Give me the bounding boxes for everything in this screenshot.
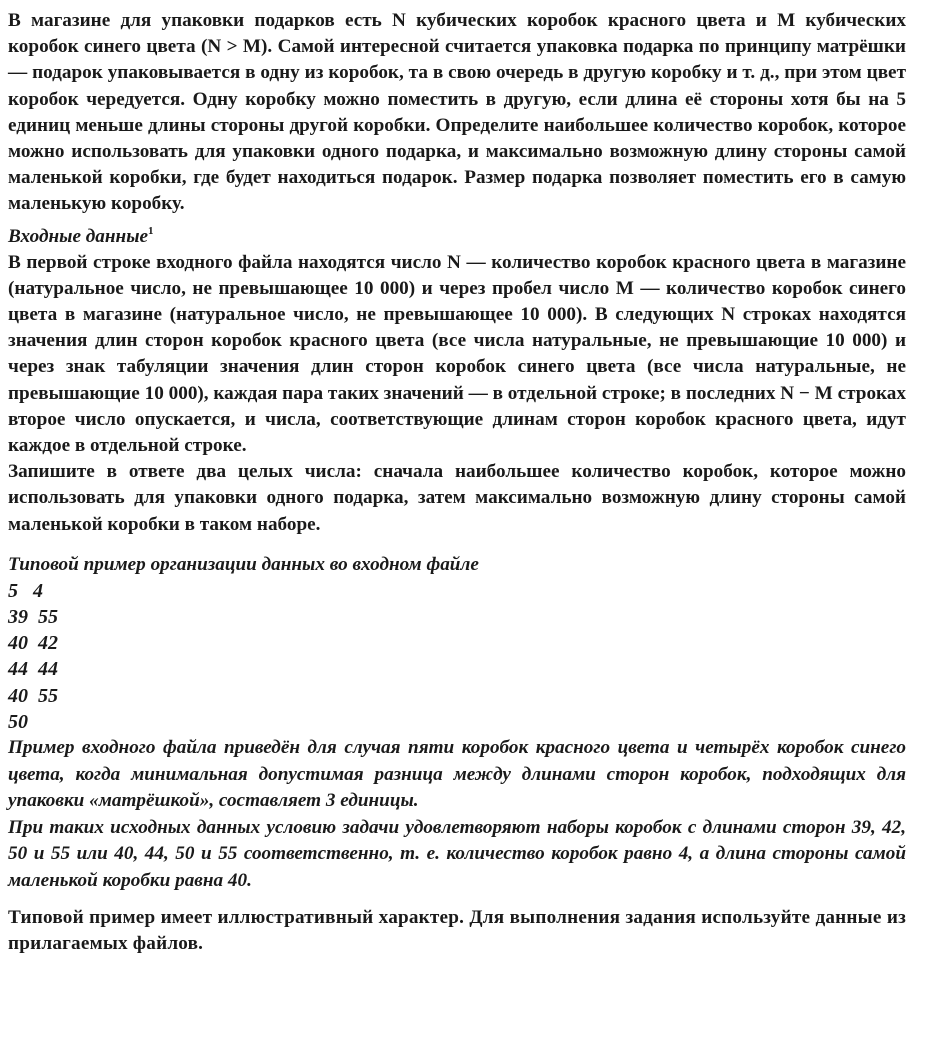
example-line: 5 4 (8, 579, 43, 602)
example-explanation-1: Пример входного файла приведён для случая пяти коробок красного цвета и четырёх коробок синего цвета, когда минимальная допустимая разница между длинами сторон коробок, подходящих для упаковки «матрёшкой», составляет 3 единицы. (8, 737, 906, 812)
footnote-mark: 1 (148, 224, 154, 237)
note-text: Типовой пример имеет иллюстративный характер. Для выполнения задания используйте данные из прилагаемых файлов. (8, 906, 906, 955)
example-line: 40 55 (8, 684, 58, 707)
task-intro: В магазине для упаковки подарков есть N кубических коробок красного цвета и M кубических коробок синего цвета (N > M). Самой интересной считается упаковка подарка по принципу матрёшки — подарок упаковывается в одну из коробок, та в свою очередь в другую коробку и т. д., при этом цвет коробок чередуется. Одну коробку можно поместить в другую, если длина её стороны хотя бы на 5 единиц меньше длины стороны другой коробки. Определите наибольшее количество коробок, которое можно использовать для упаковки одного подарка, и максимально возможную длину стороны самой маленькой коробки, где будет находиться подарок. Размер подарка позволяет поместить его в самую маленькую коробку. (8, 10, 906, 215)
input-description: В первой строке входного файла находятся число N — количество коробок красного цвета в магазине (натуральное число, не превышающее 10 000) и через пробел число M — количество коробок синего цвета в магазине (натуральное число, не превышающее 10 000). В следующих N строках находятся значения длин сторон коробок красного цвета (все числа натуральные, не превышающие 10 000) и через знак табуляции значения длин сторон коробок синего цвета (все числа натуральные, не превышающие 10 000), каждая пара таких значений — в отдельной строке; в последних N − M строках второе число опускается, и числа, соответствующие длинам сторон коробок красного цвета, идут каждое в отдельной строке. (8, 251, 906, 457)
example-line: 39 55 (8, 606, 58, 629)
input-heading-text: Входные данные (8, 225, 149, 247)
example-line: 40 42 (8, 632, 58, 655)
input-heading (8, 224, 906, 250)
example-line: 50 (8, 710, 28, 733)
answer-instruction: Запишите в ответе два целых числа: сначала наибольшее количество коробок, которое можно использовать для упаковки одного подарка, затем максимально возможную длину стороны самой маленькой коробки в таком наборе. (8, 461, 906, 535)
example-data-lines (8, 578, 906, 735)
example-line: 44 44 (8, 658, 58, 681)
example-explanation-2: При таких исходных данных условию задачи удовлетворяют наборы коробок с длинами сторон 39, 42, 50 и 55 или 40, 44, 50 и 55 соответственно, т. е. количество коробок равно 4, а длина стороны самой маленькой коробки равна 40. (8, 816, 906, 892)
document-page (8, 8, 906, 957)
example-heading: Типовой пример организации данных во входном файле (8, 553, 479, 575)
